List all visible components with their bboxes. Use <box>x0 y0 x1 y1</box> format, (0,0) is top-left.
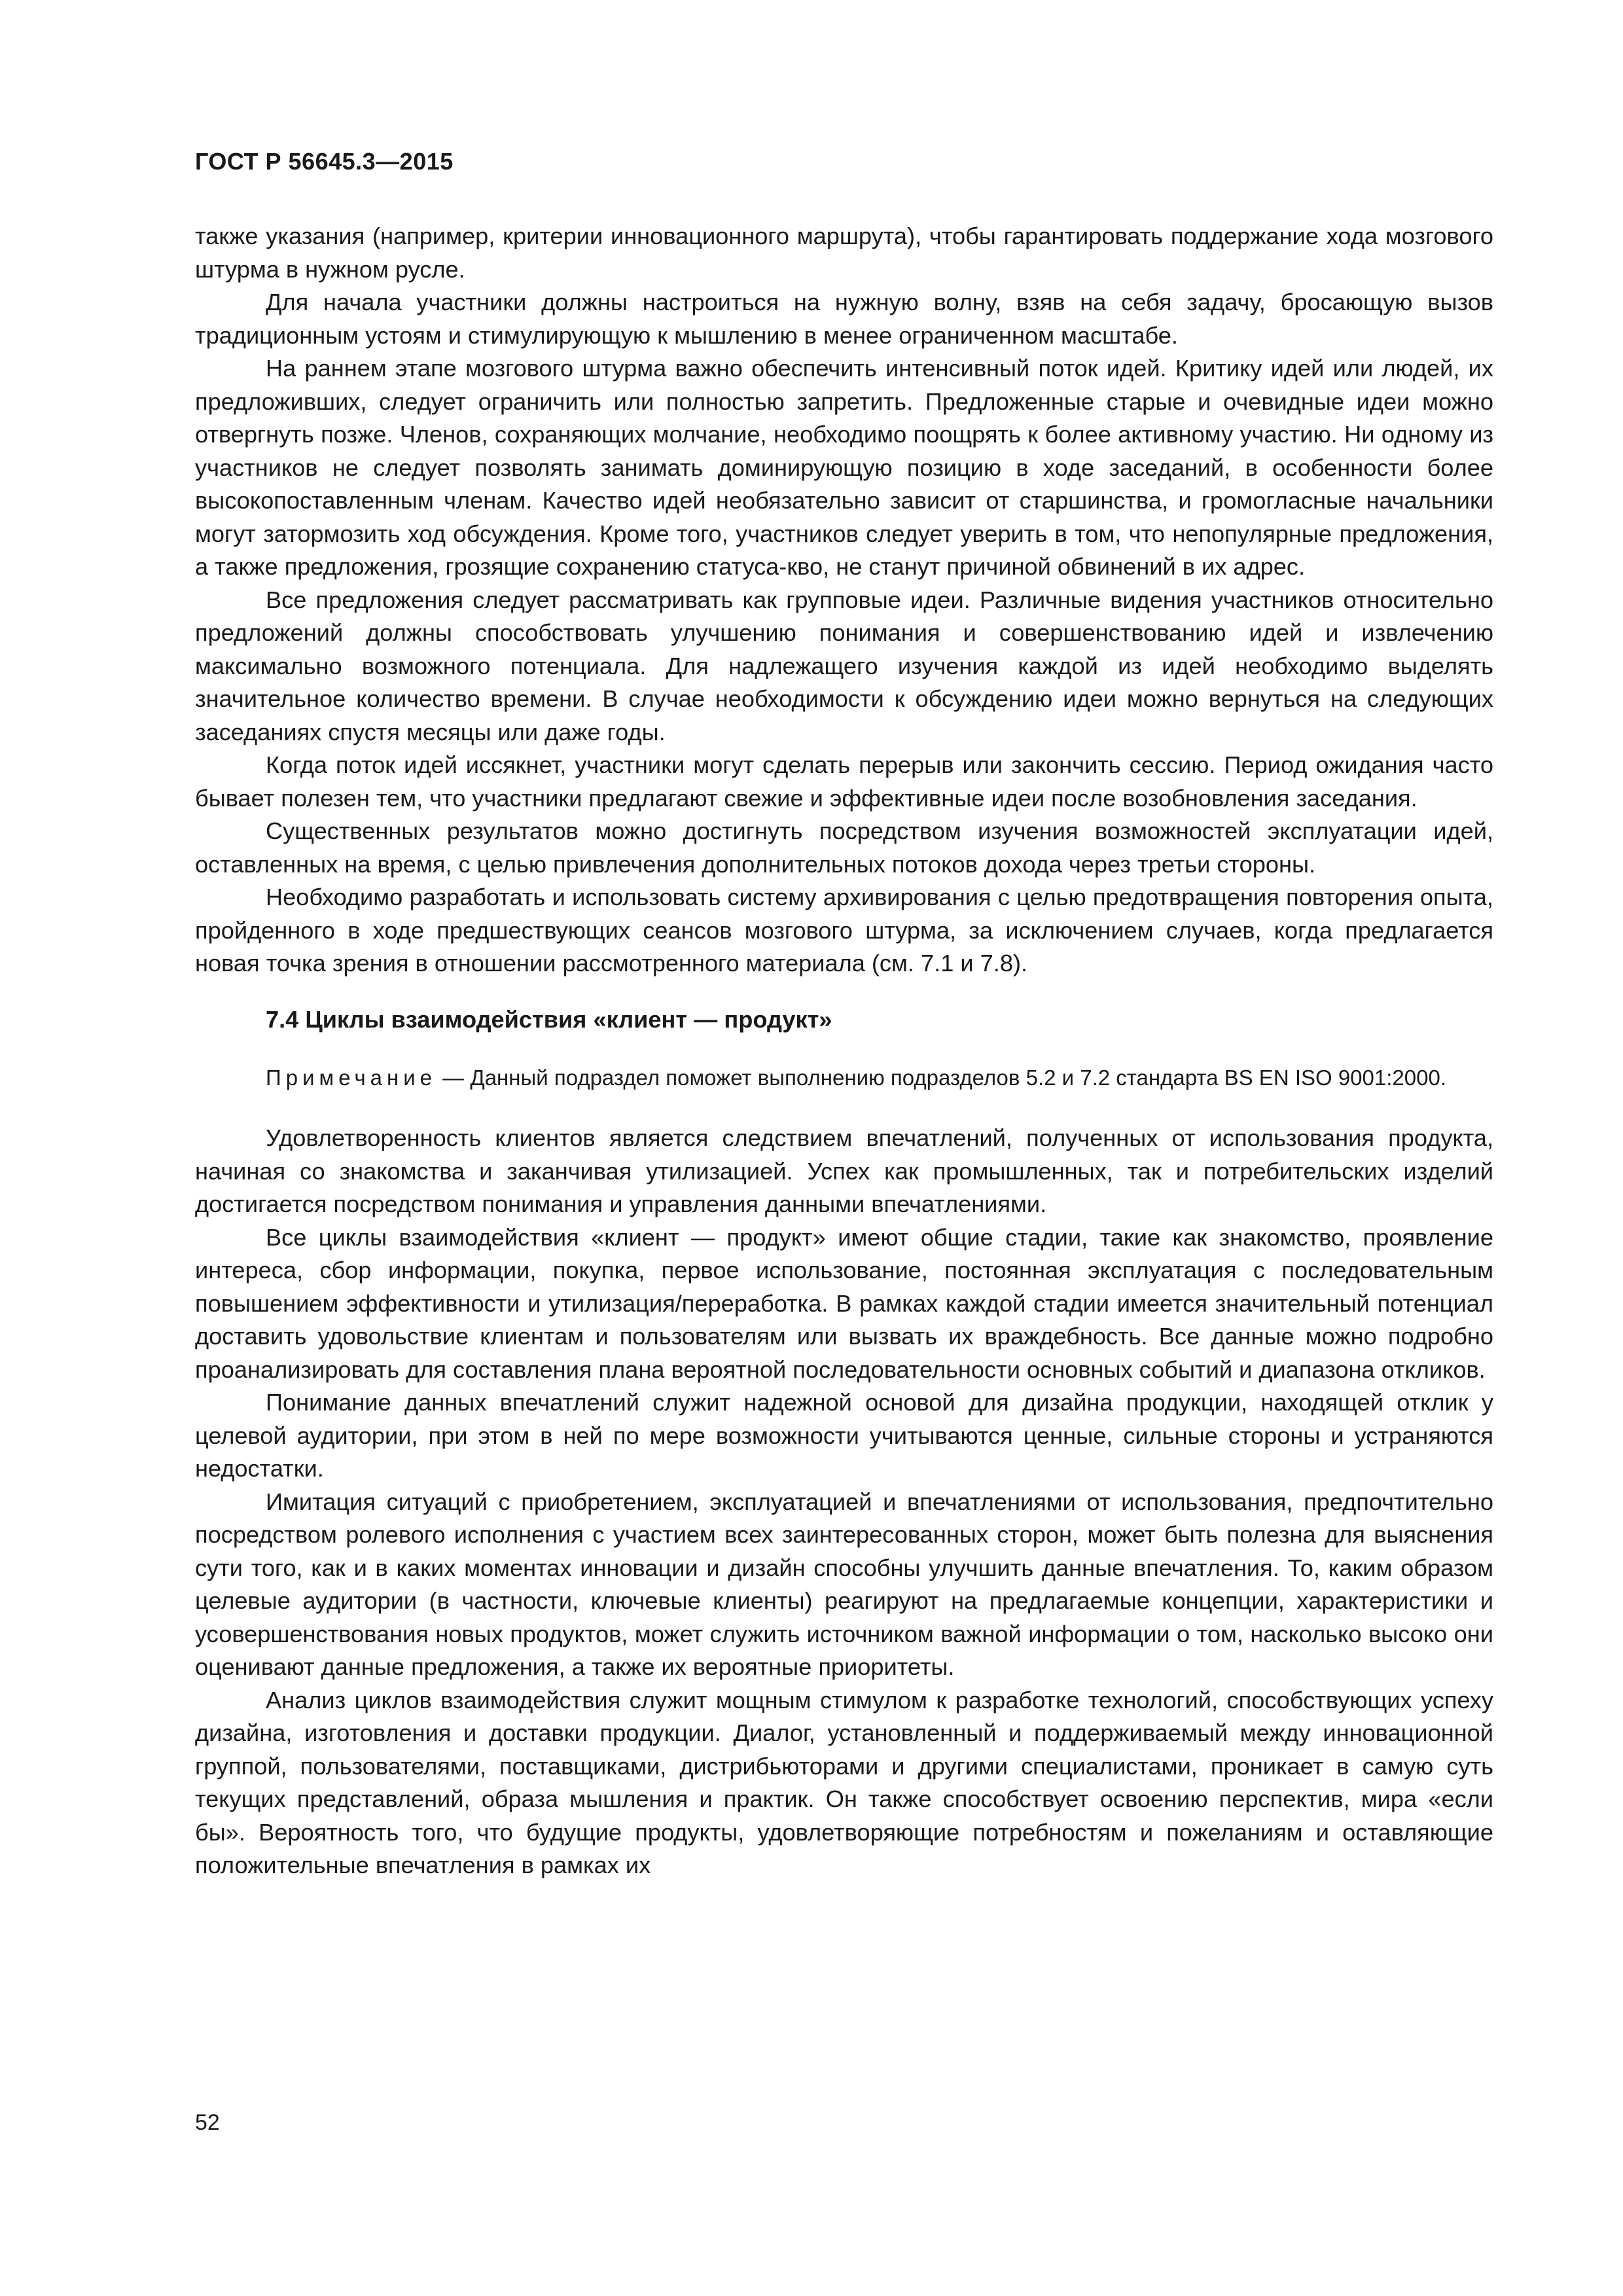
section-heading: 7.4 Циклы взаимодействия «клиент — продукт» <box>266 1005 832 1033</box>
paragraph: Для начала участники должны настроиться на нужную волну, взяв на себя задачу, бросающую вызов традиционным устоям и стимулирующую к мышлению в менее ограниченном масштабе. <box>195 289 1493 349</box>
paragraph: также указания (например, критерии инновационного маршрута), чтобы гарантировать поддержание хода мозгового штурма в нужном русле. <box>195 223 1493 283</box>
paragraph: Необходимо разработать и использовать систему архивирования с целью предотвращения повторения опыта, пройденного в ходе предшествующих сеансов мозгового штурма, за исключением случаев, когда предлагается новая точка зрения в отношении рассмотренного материала (см. 7.1 и 7.8). <box>195 884 1493 977</box>
paragraph: Когда поток идей иссякнет, участники могут сделать перерыв или закончить сессию. Период ожидания часто бывает полезен тем, что участники предлагают свежие и эффективные идеи после возобновления заседания. <box>195 751 1493 812</box>
document-header: ГОСТ Р 56645.3—2015 <box>195 148 454 175</box>
paragraph: На раннем этапе мозгового штурма важно обеспечить интенсивный поток идей. Критику идей или людей, их предложивших, следует ограничить или полностью запретить. Предложенные старые и очевидные идеи можно отвергнуть позже. Членов, сохраняющих молчание, необходимо поощрять к более активному участию. Ни одному из участников не следует позволять занимать доминирующую позицию в ходе заседаний, в особенности более высокопоставленным членам. Качество идей необязательно зависит от старшинства, и громогласные начальники могут затормозить ход обсуждения. Кроме того, участников следует уверить в том, что непопулярные предложения, а также предложения, грозящие сохранению статуса-кво, не станут причиной обвинений в их адрес. <box>195 355 1493 580</box>
note-text: — Данный подраздел поможет выполнению подразделов 5.2 и 7.2 стандарта BS EN ISO 9001:2000. <box>437 1066 1446 1090</box>
document-body <box>195 220 1493 1882</box>
paragraph: Существенных результатов можно достигнуть посредством изучения возможностей эксплуатации идей, оставленных на время, с целью привлечения дополнительных потоков дохода через третьи стороны. <box>195 817 1493 878</box>
page-number: 52 <box>195 2110 220 2135</box>
paragraph: Имитация ситуаций с приобретением, эксплуатацией и впечатлениями от использования, предпочтительно посредством ролевого исполнения с участием всех заинтересованных сторон, может быть полезна для выяснения сути того, как и в каких моментах инновации и дизайн способны улучшить данные впечатления. То, каким образом целевые аудитории (в частности, ключевые клиенты) реагируют на предлагаемые концепции, характеристики и усовершенствования новых продуктов, может служить источником важной информации о том, насколько высоко они оценивают данные предложения, а также их вероятные приоритеты. <box>195 1488 1493 1680</box>
note-label: Примечание <box>266 1066 437 1090</box>
note <box>195 1062 1493 1093</box>
paragraph: Удовлетворенность клиентов является следствием впечатлений, полученных от использования продукта, начиная со знакомства и заканчивая утилизацией. Успех как промышленных, так и потребительских изделий достигается посредством понимания и управления данными впечатлениями. <box>195 1124 1493 1217</box>
paragraph: Понимание данных впечатлений служит надежной основой для дизайна продукции, находящей отклик у целевой аудитории, при этом в ней по мере возможности учитываются ценные, сильные стороны и устраняются недостатки. <box>195 1389 1493 1482</box>
paragraph: Все циклы взаимодействия «клиент — продукт» имеют общие стадии, такие как знакомство, проявление интереса, сбор информации, покупка, первое использование, постоянная эксплуатация с последовательным повышением эффективности и утилизация/переработка. В рамках каждой стадии имеется значительный потенциал доставить удовольствие клиентам и пользователям или вызвать их враждебность. Все данные можно подробно проанализировать для составления плана вероятной последовательности основных событий и диапазона откликов. <box>195 1223 1493 1383</box>
paragraph: Анализ циклов взаимодействия служит мощным стимулом к разработке технологий, способствующих успеху дизайна, изготовления и доставки продукции. Диалог, установленный и поддерживаемый между инновационной группой, пользователями, поставщиками, дистрибьюторами и другими специалистами, проникает в самую суть текущих представлений, образа мышления и практик. Он также способствует освоению перспектив, мира «если бы». Вероятность того, что будущие продукты, удовлетворяющие потребностям и пожеланиям и оставляющие положительные впечатления в рамках их <box>195 1686 1493 1878</box>
paragraph: Все предложения следует рассматривать как групповые идеи. Различные видения участников относительно предложений должны способствовать улучшению понимания и совершенствованию идей и извлечению максимально возможного потенциала. Для надлежащего изучения каждой из идей необходимо выделять значительное количество времени. В случае необходимости к обсуждению идеи можно вернуться на следующих заседаниях спустя месяцы или даже годы. <box>195 586 1493 745</box>
